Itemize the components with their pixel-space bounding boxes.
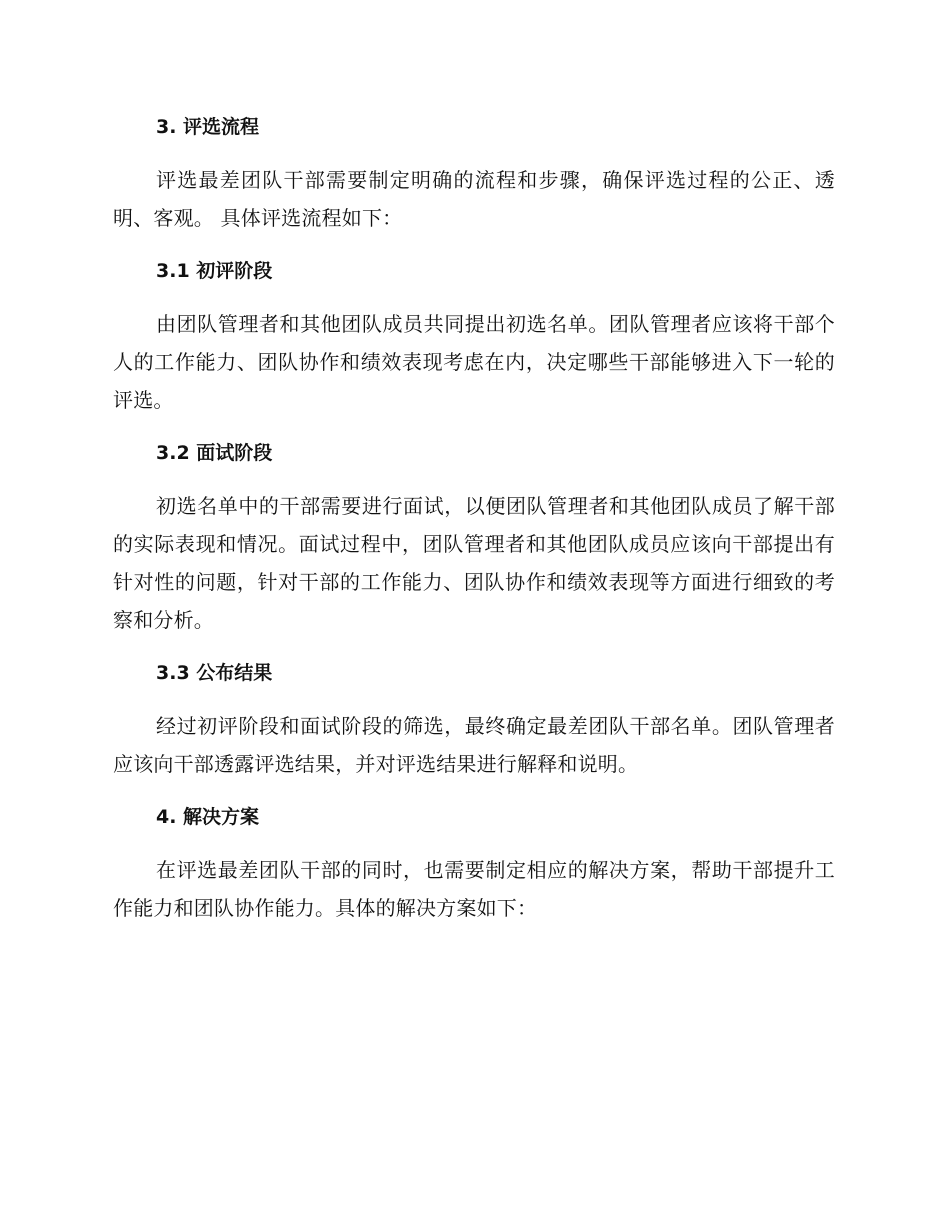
section-heading-initial-review: 3.1 初评阶段: [156, 260, 273, 282]
section-heading-announce-results: 3.3 公布结果: [156, 662, 273, 684]
section-heading-solutions: 4. 解决方案: [156, 806, 260, 828]
section-paragraph-interview: 初选名单中的干部需要进行面试，以便团队管理者和其他团队成员了解干部的实际表现和情况。面试过程中，团队管理者和其他团队成员应该向干部提出有针对性的问题，针对干部的工作能力、团队协作和绩效表现等方面进行细致的考察和分析。: [113, 494, 835, 632]
section-paragraph-evaluation-process: 评选最差团队干部需要制定明确的流程和步骤，确保评选过程的公正、透明、客观。 具体评选流程如下：: [113, 168, 835, 230]
document-body: [113, 108, 835, 927]
section-heading-evaluation-process: 3. 评选流程: [156, 116, 260, 138]
section-paragraph-solutions: 在评选最差团队干部的同时，也需要制定相应的解决方案，帮助干部提升工作能力和团队协作能力。具体的解决方案如下：: [113, 858, 835, 920]
section-paragraph-announce-results: 经过初评阶段和面试阶段的筛选，最终确定最差团队干部名单。团队管理者应该向干部透露评选结果，并对评选结果进行解释和说明。: [113, 714, 835, 776]
section-heading-interview: 3.2 面试阶段: [156, 442, 273, 464]
section-paragraph-initial-review: 由团队管理者和其他团队成员共同提出初选名单。团队管理者应该将干部个人的工作能力、团队协作和绩效表现考虑在内，决定哪些干部能够进入下一轮的评选。: [113, 312, 835, 412]
